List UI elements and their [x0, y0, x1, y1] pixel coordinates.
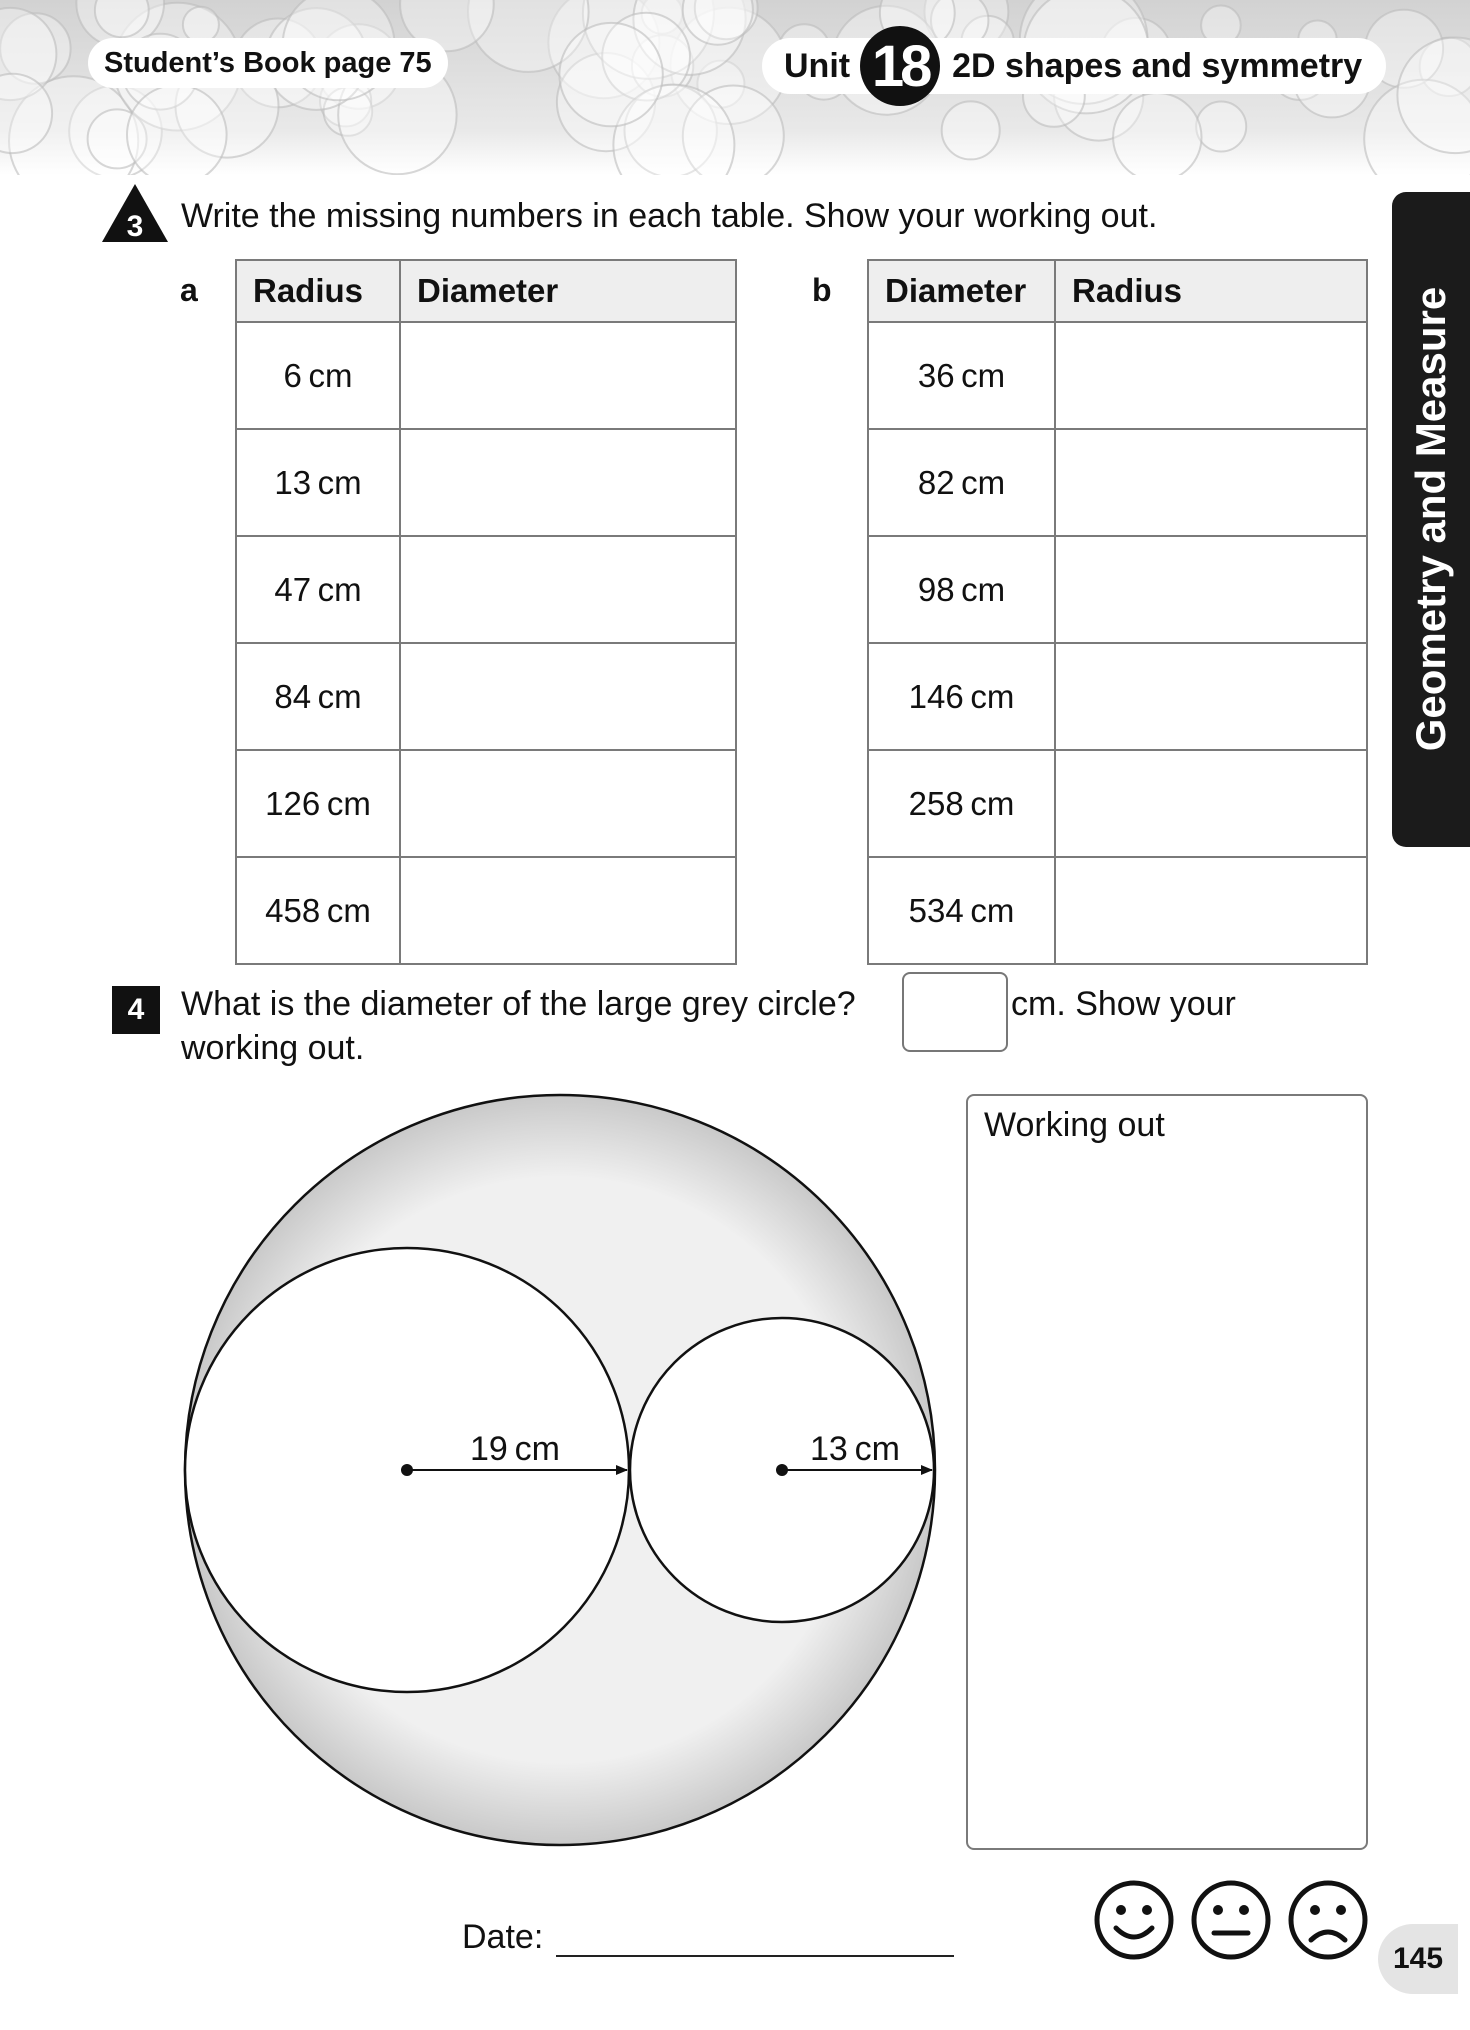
date-label: Date: — [462, 1918, 544, 1956]
table-b-answer-cell[interactable] — [1055, 429, 1367, 536]
table-row — [868, 536, 1367, 643]
table-b-value: 82 cm — [868, 429, 1055, 536]
banner-bubble — [1113, 93, 1201, 175]
table-a — [235, 259, 737, 965]
working-out-label: Working out — [984, 1106, 1165, 1144]
unit-title: 2D shapes and symmetry — [952, 46, 1363, 85]
question3-text: Write the missing numbers in each table. Show your working out. — [181, 197, 1158, 235]
table-a-value: 126 cm — [236, 750, 400, 857]
banner-bubble — [127, 85, 227, 175]
table-a-answer-cell[interactable] — [400, 429, 736, 536]
banner-bubble — [942, 101, 1000, 159]
table-a-answer-cell[interactable] — [400, 322, 736, 429]
neutral-face-icon[interactable] — [1194, 1883, 1268, 1957]
table-b-value: 258 cm — [868, 750, 1055, 857]
question4-text-after: cm. Show your — [1011, 985, 1236, 1023]
table-row — [236, 857, 736, 964]
table-row — [868, 643, 1367, 750]
table-a-value: 458 cm — [236, 857, 400, 964]
table-a-label: a — [180, 272, 198, 308]
table-b-answer-cell[interactable] — [1055, 750, 1367, 857]
table-a-value: 6 cm — [236, 322, 400, 429]
table-b-value: 36 cm — [868, 322, 1055, 429]
page-number-text: 145 — [1392, 1942, 1444, 1975]
table-a-header-diameter: Diameter — [400, 260, 736, 322]
table-a-answer-cell[interactable] — [400, 750, 736, 857]
side-tab-text: Geometry and Measure — [1407, 286, 1454, 752]
table-row — [868, 429, 1367, 536]
question3-number: 3 — [126, 210, 144, 243]
table-b-answer-cell[interactable] — [1055, 536, 1367, 643]
table-b-answer-cell[interactable] — [1055, 643, 1367, 750]
table-a-value: 84 cm — [236, 643, 400, 750]
table-a-header-radius: Radius — [236, 260, 400, 322]
table-a-value: 13 cm — [236, 429, 400, 536]
unit-label: Unit — [784, 46, 851, 85]
banner-bubble — [559, 23, 662, 126]
table-b-header-radius: Radius — [1055, 260, 1367, 322]
question4-text-line2: working out. — [181, 1029, 365, 1067]
unit-number-badge: 18 — [860, 26, 940, 106]
self-assessment-faces — [1092, 1878, 1372, 1962]
table-b-value: 146 cm — [868, 643, 1055, 750]
date-input-line[interactable] — [556, 1955, 954, 1957]
diameter-answer-box[interactable] — [902, 972, 1008, 1052]
banner-bubble — [1196, 102, 1246, 152]
question4-number: 4 — [127, 993, 145, 1026]
page-number — [1378, 1924, 1458, 1994]
table-b-answer-cell[interactable] — [1055, 857, 1367, 964]
table-b — [867, 259, 1368, 965]
radius-label-right: 13 cm — [810, 1430, 900, 1468]
table-row — [868, 322, 1367, 429]
table-row — [236, 643, 736, 750]
side-tab — [1392, 192, 1470, 847]
question4-number-badge — [112, 986, 160, 1034]
book-page-text: Student’s Book page 75 — [104, 46, 432, 79]
working-out-box[interactable] — [966, 1094, 1368, 1850]
table-row — [236, 429, 736, 536]
table-a-answer-cell[interactable] — [400, 857, 736, 964]
table-b-value: 534 cm — [868, 857, 1055, 964]
table-b-answer-cell[interactable] — [1055, 322, 1367, 429]
table-row — [236, 536, 736, 643]
sad-face-icon[interactable] — [1291, 1883, 1365, 1957]
table-b-value: 98 cm — [868, 536, 1055, 643]
table-a-answer-cell[interactable] — [400, 643, 736, 750]
table-row — [868, 857, 1367, 964]
radius-label-left: 19 cm — [470, 1430, 560, 1468]
table-a-value: 47 cm — [236, 536, 400, 643]
triangle-number-icon — [100, 182, 170, 244]
table-row — [236, 750, 736, 857]
table-a-answer-cell[interactable] — [400, 536, 736, 643]
unit-heading — [762, 33, 1386, 99]
happy-face-icon[interactable] — [1097, 1883, 1171, 1957]
table-b-label: b — [812, 272, 832, 308]
table-b-header-diameter: Diameter — [868, 260, 1055, 322]
table-row — [236, 322, 736, 429]
circles-diagram — [170, 1090, 950, 1860]
table-row — [868, 750, 1367, 857]
question4-text: What is the diameter of the large grey circle? — [181, 985, 856, 1023]
students-book-page-label — [88, 38, 448, 88]
